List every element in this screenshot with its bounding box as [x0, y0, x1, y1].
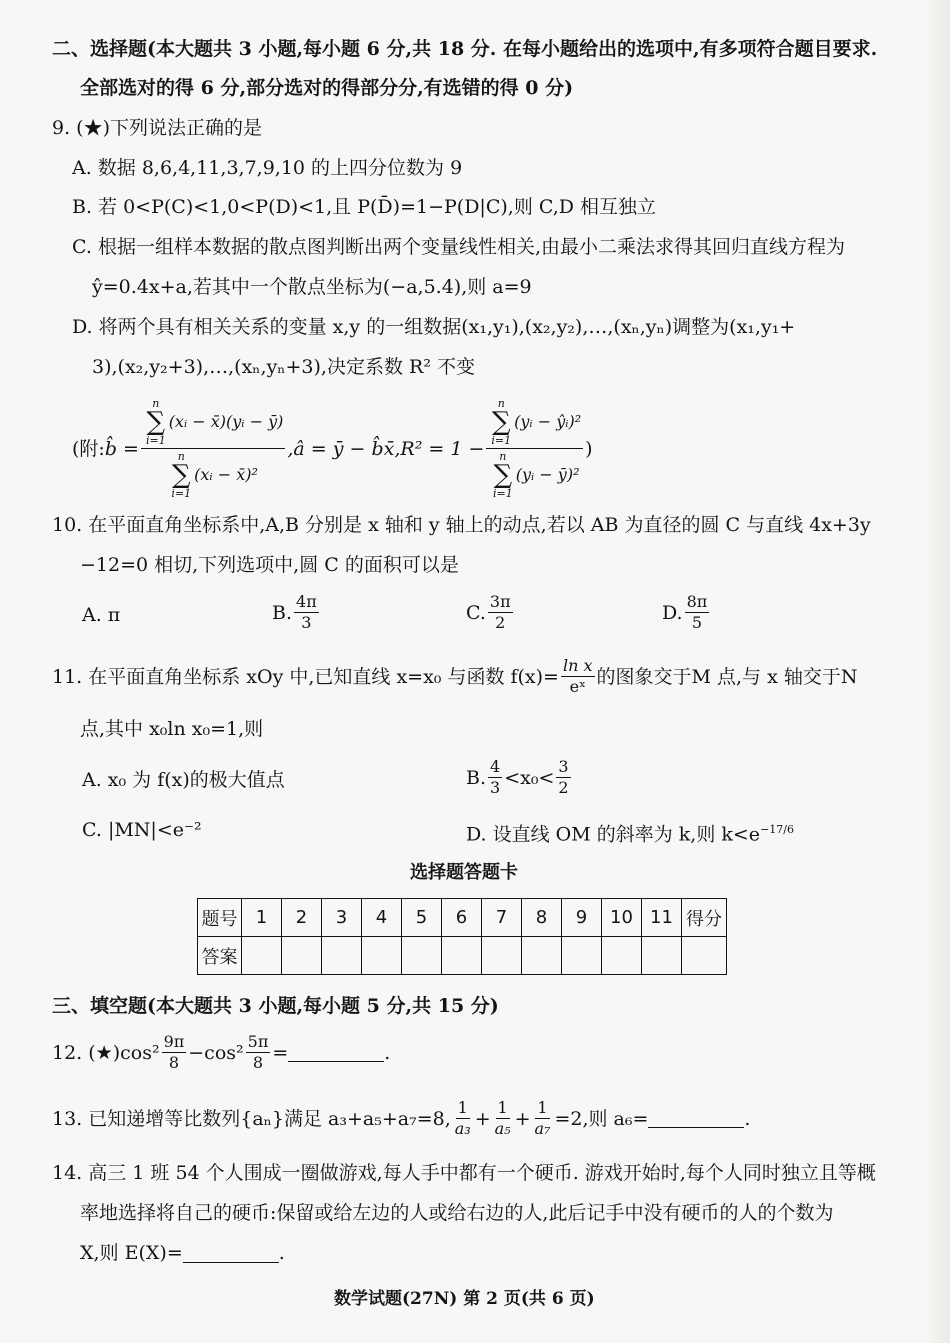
- question-number: 2: [282, 899, 322, 937]
- section2-header-line1: 二、选择题(本大题共 3 小题,每小题 6 分,共 18 分. 在每小题给出的选项中,有多项符合题目要求.: [52, 38, 878, 60]
- q10-option-c: C. $\frac{3\pi}{2}$: [466, 592, 511, 632]
- r2-denominator: (yᵢ − ȳ)²: [515, 465, 580, 484]
- q9-option-c-line1: C. 根据一组样本数据的散点图判断出两个变量线性相关,由最小二乘法求得其回归直线方程为: [72, 236, 845, 258]
- question-number: 7: [482, 899, 522, 937]
- question-number: 4: [362, 899, 402, 937]
- q14-line2: 率地选择将自己的硬币:保留或给左边的人或给右边的人,此后记手中没有硬币的人的个数为: [80, 1202, 834, 1224]
- question-number: 3: [322, 899, 362, 937]
- b-hat-label: b̂ =: [104, 437, 139, 460]
- sum-symbol: n ∑ i=1: [145, 397, 166, 447]
- page-edge-shadow: [924, 0, 950, 1343]
- b-hat-fraction: [141, 398, 285, 499]
- answer-cell[interactable]: [282, 937, 322, 975]
- question-number: 9: [562, 899, 602, 937]
- sum-symbol: n ∑ i=1: [171, 450, 192, 500]
- answer-card-title: 选择题答题卡: [410, 862, 518, 883]
- sum-symbol: n ∑ i=1: [492, 450, 513, 500]
- q11-option-b: B. $\frac{4}{3}$ <x₀< $\frac{3}{2}$: [466, 757, 569, 797]
- answer-cell[interactable]: [362, 937, 402, 975]
- b-hat-numerator: (xᵢ − x̄)(yᵢ − ȳ): [168, 412, 284, 431]
- question-number: 5: [402, 899, 442, 937]
- q9-formula-note: [72, 398, 593, 499]
- answer-cell[interactable]: [242, 937, 282, 975]
- answer-card-answer-row: [198, 937, 727, 975]
- q10-stem-line2: −12=0 相切,下列选项中,圆 C 的面积可以是: [80, 554, 459, 576]
- q13: 13. 已知递增等比数列{aₙ}满足 a₃+a₅+a₇=8, $\frac{1}{\text{a₃}}$ + $\frac{1}{\text{a₅}}$ + $\frac{1}{\text{a₇}}$ =2,则 a₆= .: [52, 1098, 751, 1138]
- question-number: 11: [642, 899, 682, 937]
- answer-cell[interactable]: [322, 937, 362, 975]
- score-label: 得分: [682, 899, 727, 937]
- answer-cell[interactable]: [402, 937, 442, 975]
- page-footer: 数学试题(27N) 第 2 页(共 6 页): [334, 1289, 595, 1309]
- q14-line1: 14. 高三 1 班 54 个人围成一圈做游戏,每人手中都有一个硬币. 游戏开始时,每个人同时独立且等概: [52, 1162, 876, 1184]
- q10-option-d: D. $\frac{8\pi}{5}$: [662, 592, 708, 632]
- q12-answer-blank[interactable]: [288, 1043, 384, 1062]
- r2-numerator: (yᵢ − ŷᵢ)²: [514, 412, 582, 431]
- q12: 12. (★)cos² $\frac{9\pi}{8}$ −cos² $\frac{5\pi}{8}$ = .: [52, 1032, 391, 1072]
- question-number: 6: [442, 899, 482, 937]
- q11-stem-line1: 11. 在平面直角坐标系 xOy 中,已知直线 x=x₀ 与函数 f(x)= $\frac{\text{ln x}}{\text{eˣ}}$ 的图象交于M 点,与 x 轴交于N: [52, 656, 858, 696]
- answer-card-table: [197, 898, 727, 975]
- q11-stem-line2: 点,其中 x₀ln x₀=1,则: [80, 718, 264, 740]
- answer-cell[interactable]: [482, 937, 522, 975]
- q10-option-a: A. π: [82, 604, 121, 626]
- q9-option-d-line1: D. 将两个具有相关关系的变量 x,y 的一组数据(x₁,y₁),(x₂,y₂),…,(xₙ,yₙ)调整为(x₁,y₁+: [72, 316, 796, 338]
- q14-line3: X,则 E(X)= .: [80, 1242, 285, 1264]
- question-number: 8: [522, 899, 562, 937]
- section3-header: 三、填空题(本大题共 3 小题,每小题 5 分,共 15 分): [52, 995, 499, 1017]
- q11-option-d: D. 设直线 OM 的斜率为 k,则 $k<e^{-17/6}$: [466, 823, 794, 846]
- q9-stem: 9. (★)下列说法正确的是: [52, 117, 262, 139]
- answer-cell[interactable]: [642, 937, 682, 975]
- q11-option-c: C. |MN|<e⁻²: [82, 819, 202, 841]
- answer-label: 答案: [198, 937, 242, 975]
- b-hat-denominator: (xᵢ − x̄)²: [194, 465, 258, 484]
- sum-symbol: n ∑ i=1: [491, 397, 512, 447]
- answer-cell[interactable]: [522, 937, 562, 975]
- answer-cell[interactable]: [562, 937, 602, 975]
- note-suffix: ): [585, 437, 593, 460]
- question-number: 10: [602, 899, 642, 937]
- q14-answer-blank[interactable]: [183, 1244, 279, 1263]
- q9-option-c-line2: ŷ=0.4x+a,若其中一个散点坐标为(−a,5.4),则 a=9: [92, 276, 532, 298]
- q9-option-a: A. 数据 8,6,4,11,3,7,9,10 的上四分位数为 9: [72, 157, 463, 179]
- q9-option-b: B. 若 0<P(C)<1,0<P(D)<1,且 P(D̄)=1−P(D|C),则 C,D 相互独立: [72, 196, 657, 218]
- q13-answer-blank[interactable]: [648, 1109, 744, 1128]
- answer-cell[interactable]: [442, 937, 482, 975]
- r2-fraction: [486, 398, 583, 499]
- answer-cell[interactable]: [602, 937, 642, 975]
- a-hat-and-r2: ,â = ȳ − b̂x̄,R² = 1 −: [287, 437, 485, 460]
- note-prefix: (附:: [72, 437, 105, 460]
- q9-option-d-line2: 3),(x₂,y₂+3),…,(xₙ,yₙ+3),决定系数 R² 不变: [92, 356, 475, 378]
- question-number: 1: [242, 899, 282, 937]
- section2-header-line2: 全部选对的得 6 分,部分选对的得部分分,有选错的得 0 分): [80, 77, 574, 99]
- q10-option-b: B. $\frac{4\pi}{3}$: [272, 592, 317, 632]
- score-cell[interactable]: [682, 937, 727, 975]
- number-label: 题号: [198, 899, 242, 937]
- q11-option-a: A. x₀ 为 f(x)的极大值点: [82, 769, 285, 791]
- answer-card-number-row: [198, 899, 727, 937]
- q10-stem-line1: 10. 在平面直角坐标系中,A,B 分别是 x 轴和 y 轴上的动点,若以 AB 为直径的圆 C 与直线 4x+3y: [52, 514, 871, 536]
